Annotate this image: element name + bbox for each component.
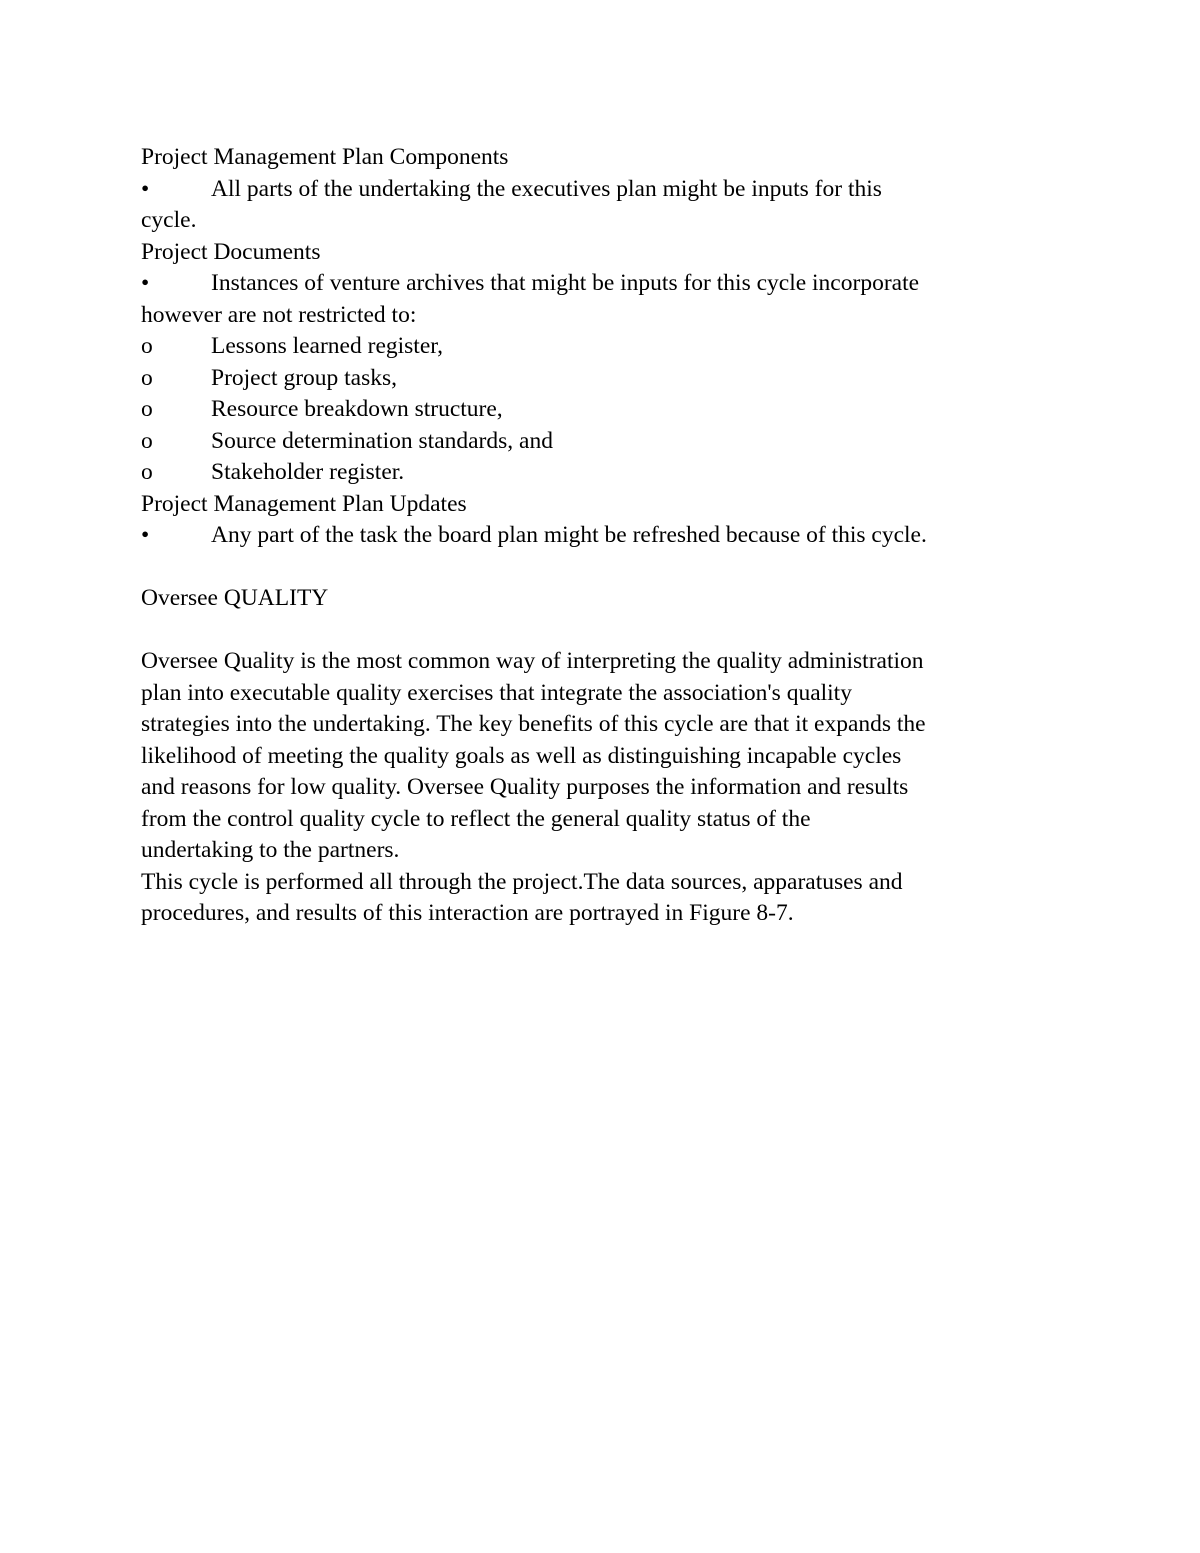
bullet-marker: •: [141, 522, 150, 548]
heading-pmp-updates: Project Management Plan Updates: [141, 490, 467, 517]
paragraph-line: likelihood of meeting the quality goals as well as distinguishing incapable cycles: [141, 742, 902, 769]
sub-list-item: [141, 331, 1061, 363]
pmp-updates-bullet: [141, 520, 1061, 552]
spacer: [141, 552, 1061, 584]
project-documents-bullet: [141, 268, 1061, 300]
heading-project-documents: Project Documents: [141, 238, 321, 265]
bullet-marker: •: [141, 175, 150, 202]
paragraph-line: strategies into the undertaking. The key benefits of this cycle are that it expands the: [141, 711, 926, 737]
sub-list-marker: o: [141, 396, 153, 422]
document-body: [141, 142, 1061, 930]
sub-list-text: Source determination standards, and: [211, 427, 553, 454]
sub-list-marker: o: [141, 459, 153, 485]
bullet-marker: •: [141, 270, 150, 296]
bullet-continuation: however are not restricted to:: [141, 301, 417, 328]
paragraph-oversee-quality-2: [141, 867, 1061, 930]
bullet-text: All parts of the undertaking the executives plan might be inputs for this: [211, 175, 882, 202]
paragraph-line: This cycle is performed all through the project.The data sources, apparatuses and: [141, 868, 903, 895]
paragraph-line: from the control quality cycle to reflect the general quality status of the: [141, 805, 811, 832]
sub-list-item: [141, 426, 1061, 458]
paragraph-oversee-quality-1: [141, 646, 1061, 867]
paragraph-line: plan into executable quality exercises that integrate the association's quality: [141, 679, 852, 706]
paragraph-line: undertaking to the partners.: [141, 837, 400, 863]
sub-list-text: Project group tasks,: [211, 364, 398, 391]
sub-list-marker: o: [141, 427, 153, 454]
paragraph-line: Oversee Quality is the most common way of interpreting the quality administration: [141, 648, 924, 674]
heading-oversee-quality: Oversee QUALITY: [141, 585, 329, 611]
heading-pmp-components: Project Management Plan Components: [141, 144, 509, 170]
sub-list-text: Resource breakdown structure,: [211, 396, 503, 422]
sub-list-marker: o: [141, 364, 153, 391]
sub-list-text: Stakeholder register.: [211, 459, 405, 485]
pmp-components-bullet: [141, 174, 1061, 206]
sub-list-item: [141, 457, 1061, 489]
bullet-text: Any part of the task the board plan might be refreshed because of this cycle.: [211, 522, 927, 548]
bullet-continuation: cycle.: [141, 207, 197, 233]
sub-list-item: [141, 394, 1061, 426]
bullet-text: Instances of venture archives that might be inputs for this cycle incorporate: [211, 270, 920, 296]
sub-list-item: [141, 363, 1061, 395]
paragraph-line: procedures, and results of this interaction are portrayed in Figure 8-7.: [141, 900, 794, 926]
sub-list-marker: o: [141, 333, 153, 359]
spacer: [141, 615, 1061, 647]
paragraph-line: and reasons for low quality. Oversee Quality purposes the information and results: [141, 774, 909, 800]
sub-list-text: Lessons learned register,: [211, 333, 444, 359]
